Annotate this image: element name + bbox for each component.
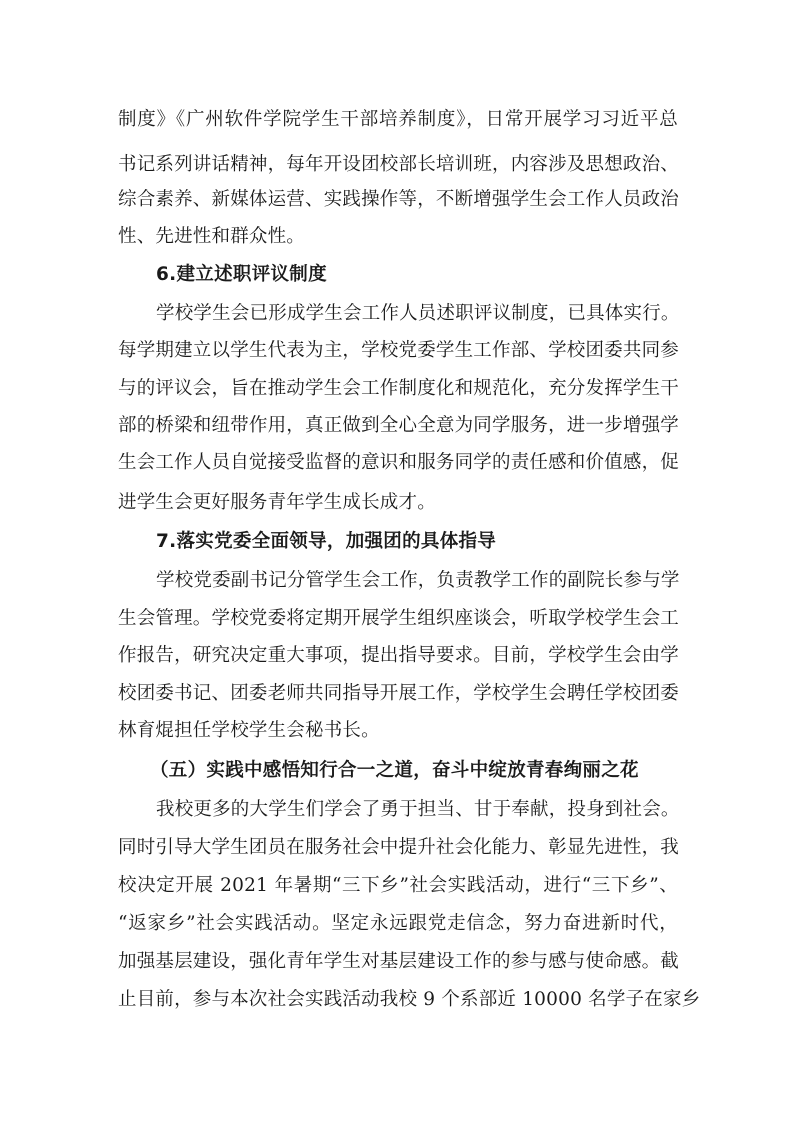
paragraph-line: 综合素养、新媒体运营、实践操作等，不断增强学生会工作人员政治 bbox=[118, 189, 680, 210]
paragraph-line: 校决定开展 2021 年暑期“三下乡”社会实践活动，进行“三下乡”、 bbox=[118, 875, 678, 896]
paragraph-line: 制度》《广州软件学院学生干部培养制度》，日常开展学习习近平总 bbox=[118, 109, 678, 130]
paragraph-line: 进学生会更好服务青年学生成长成才。 bbox=[118, 492, 436, 513]
paragraph-line: 我校更多的大学生们学会了勇于担当、甘于奉献，投身到社会。 bbox=[156, 799, 680, 820]
subsection-heading: 7.落实党委全面领导，加强团的具体指导 bbox=[156, 531, 497, 552]
paragraph-line: 生会工作人员自觉接受监督的意识和服务同学的责任感和价值感，促 bbox=[118, 452, 680, 473]
paragraph-line: 止目前，参与本次社会实践活动我校 9 个系部近 10000 名学子在家乡 bbox=[118, 989, 701, 1010]
paragraph-line: “返家乡”社会实践活动。坚定永远跟党走信念，努力奋进新时代， bbox=[118, 913, 678, 934]
paragraph-line: 校团委书记、团委老师共同指导开展工作，学校学生会聘任学校团委 bbox=[118, 683, 680, 704]
subsection-heading: 6.建立述职评议制度 bbox=[156, 264, 327, 285]
paragraph-line: 林育焜担任学校学生会秘书长。 bbox=[118, 720, 380, 741]
paragraph-line: 作报告，研究决定重大事项，提出指导要求。目前，学校学生会由学 bbox=[118, 645, 680, 666]
paragraph-line: 生会管理。学校党委将定期开展学生组织座谈会，听取学校学生会工 bbox=[118, 608, 680, 629]
paragraph-line: 书记系列讲话精神，每年开设团校部长培训班，内容涉及思想政治、 bbox=[118, 154, 680, 175]
paragraph-line: 学校党委副书记分管学生会工作，负责教学工作的副院长参与学 bbox=[156, 570, 680, 591]
paragraph-line: 学校学生会已形成学生会工作人员述职评议制度，已具体实行。 bbox=[156, 303, 680, 324]
paragraph-line: 同时引导大学生团员在服务社会中提升社会化能力、彰显先进性，我 bbox=[118, 837, 680, 858]
paragraph-line: 部的桥梁和纽带作用，真正做到全心全意为同学服务，进一步增强学 bbox=[118, 415, 680, 436]
paragraph-line: 性、先进性和群众性。 bbox=[118, 226, 306, 247]
paragraph-line: 加强基层建设，强化青年学生对基层建设工作的参与感与使命感。截 bbox=[118, 951, 680, 972]
paragraph-line: 与的评议会，旨在推动学生会工作制度化和规范化，充分发挥学生干 bbox=[118, 378, 680, 399]
section-heading: （五）实践中感悟知行合一之道，奋斗中绽放青春绚丽之花 bbox=[150, 760, 639, 781]
paragraph-line: 每学期建立以学生代表为主，学校党委学生工作部、学校团委共同参 bbox=[118, 340, 680, 361]
